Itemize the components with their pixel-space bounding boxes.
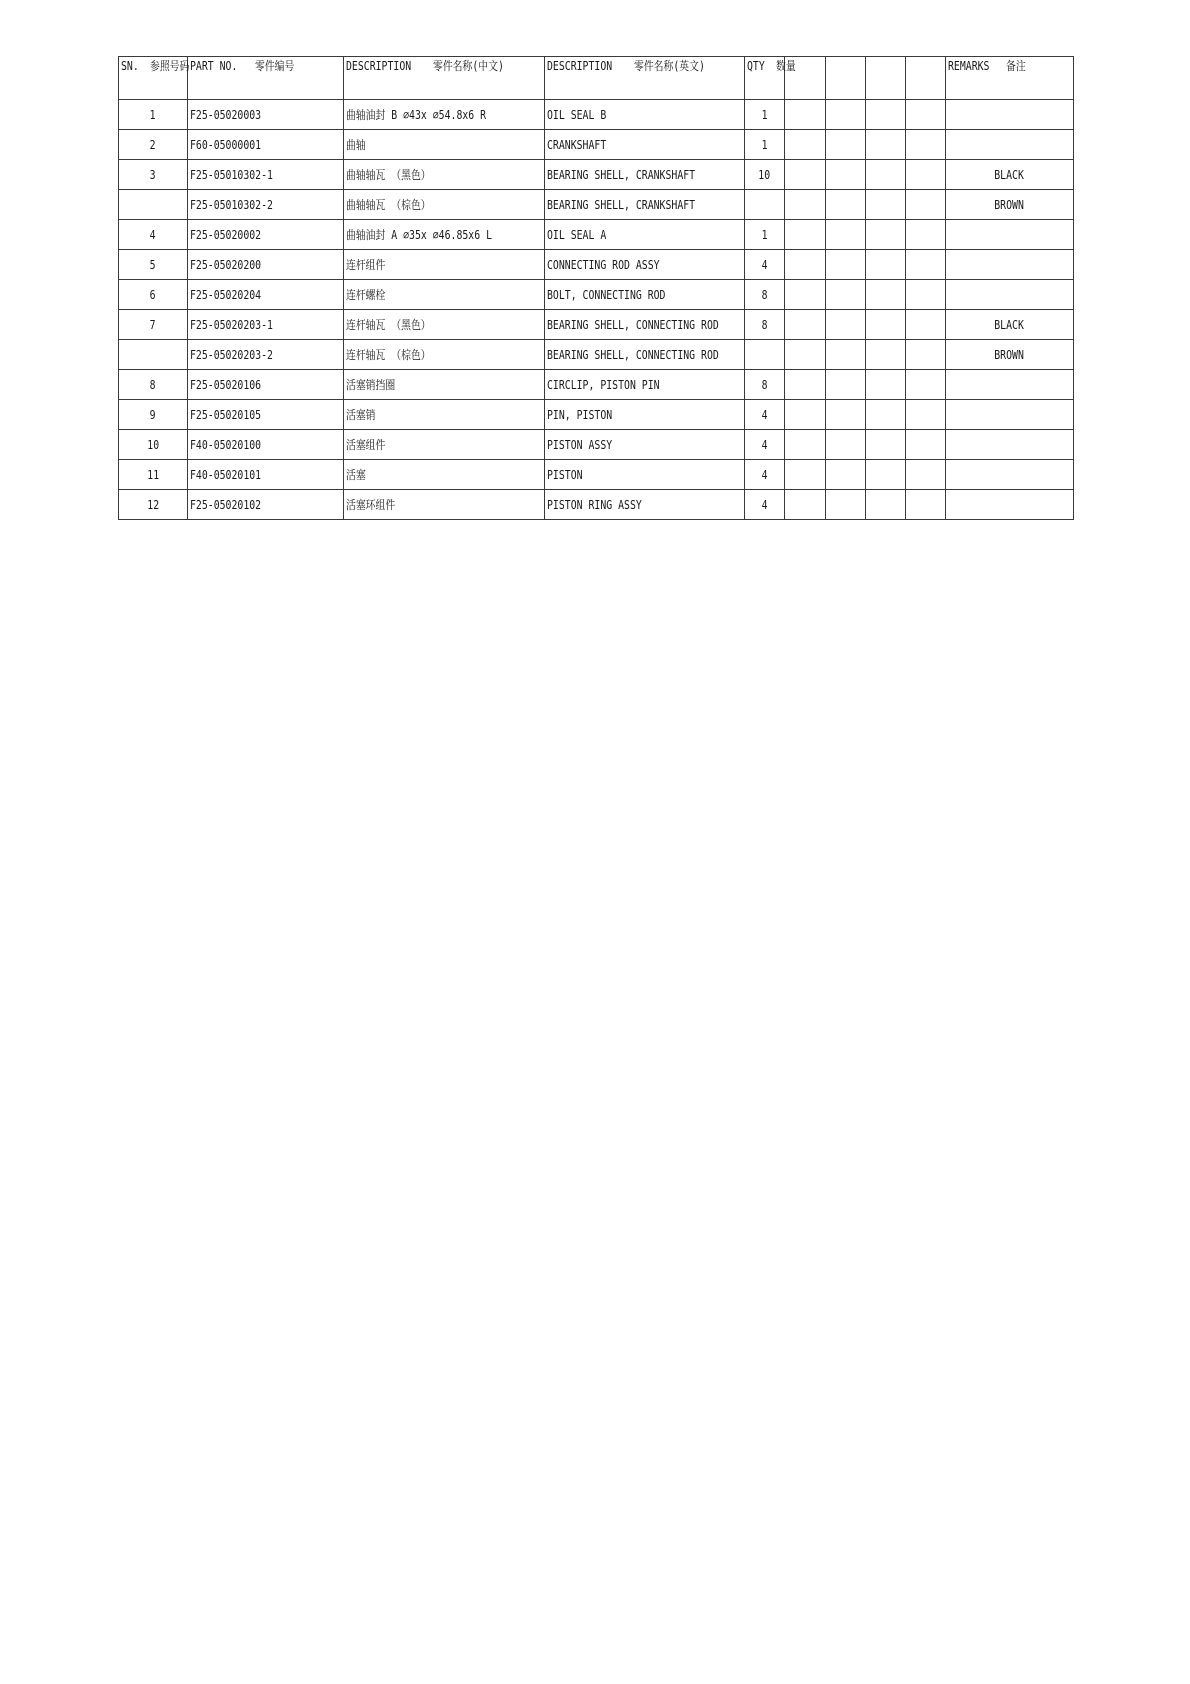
cell-qty <box>745 340 785 370</box>
table-row <box>119 250 1074 280</box>
cell-part-no: F25-05020102 <box>188 490 344 520</box>
cell-blank-2 <box>826 220 866 250</box>
cell-part-no: F25-05020200 <box>188 250 344 280</box>
cell-remarks <box>946 280 1074 310</box>
cell-qty: 1 <box>745 220 785 250</box>
cell-part-no: F40-05020100 <box>188 430 344 460</box>
cell-description-cn: 活塞组件 <box>344 430 545 460</box>
cell-description-en: PISTON RING ASSY <box>545 490 745 520</box>
cell-part-no: F25-05020106 <box>188 370 344 400</box>
header-description-en: DESCRIPTION 零件名称(英文) <box>545 57 745 100</box>
cell-description-en: BOLT, CONNECTING ROD <box>545 280 745 310</box>
cell-blank-3 <box>866 430 906 460</box>
cell-blank-4 <box>906 400 946 430</box>
cell-sn: 5 <box>119 250 188 280</box>
cell-part-no: F25-05010302-1 <box>188 160 344 190</box>
cell-remarks <box>946 220 1074 250</box>
cell-blank-2 <box>826 250 866 280</box>
header-description-cn: DESCRIPTION 零件名称(中文) <box>344 57 545 100</box>
cell-description-en: CRANKSHAFT <box>545 130 745 160</box>
cell-qty: 8 <box>745 310 785 340</box>
header-qty: QTY 数量 <box>745 57 785 100</box>
cell-blank-3 <box>866 160 906 190</box>
cell-sn: 1 <box>119 100 188 130</box>
cell-sn: 4 <box>119 220 188 250</box>
cell-remarks <box>946 100 1074 130</box>
table-row <box>119 220 1074 250</box>
cell-blank-2 <box>826 370 866 400</box>
cell-blank-2 <box>826 100 866 130</box>
cell-blank-2 <box>826 280 866 310</box>
cell-description-en: PIN, PISTON <box>545 400 745 430</box>
cell-description-en: CIRCLIP, PISTON PIN <box>545 370 745 400</box>
cell-blank-1 <box>785 160 826 190</box>
table-header-row <box>119 57 1074 100</box>
cell-remarks <box>946 490 1074 520</box>
cell-part-no: F25-05020003 <box>188 100 344 130</box>
cell-description-cn: 曲轴油封 A ∅35x ∅46.85x6 L <box>344 220 545 250</box>
cell-blank-4 <box>906 340 946 370</box>
cell-blank-3 <box>866 220 906 250</box>
header-blank-2 <box>826 57 866 100</box>
cell-sn: 8 <box>119 370 188 400</box>
cell-remarks: BLACK <box>946 160 1074 190</box>
table-row <box>119 310 1074 340</box>
table-row <box>119 100 1074 130</box>
cell-part-no: F25-05020105 <box>188 400 344 430</box>
cell-blank-3 <box>866 340 906 370</box>
cell-part-no: F25-05010302-2 <box>188 190 344 220</box>
table-row <box>119 160 1074 190</box>
cell-remarks: BROWN <box>946 190 1074 220</box>
cell-blank-1 <box>785 100 826 130</box>
cell-blank-3 <box>866 250 906 280</box>
cell-qty: 8 <box>745 370 785 400</box>
cell-sn <box>119 190 188 220</box>
cell-description-en: BEARING SHELL, CRANKSHAFT <box>545 160 745 190</box>
cell-description-cn: 活塞 <box>344 460 545 490</box>
cell-sn: 3 <box>119 160 188 190</box>
cell-blank-1 <box>785 130 826 160</box>
cell-blank-1 <box>785 340 826 370</box>
cell-blank-4 <box>906 430 946 460</box>
cell-description-en: BEARING SHELL, CRANKSHAFT <box>545 190 745 220</box>
cell-qty: 4 <box>745 400 785 430</box>
table-row <box>119 460 1074 490</box>
table-row <box>119 190 1074 220</box>
cell-sn: 12 <box>119 490 188 520</box>
cell-blank-1 <box>785 310 826 340</box>
cell-remarks <box>946 400 1074 430</box>
cell-part-no: F25-05020203-2 <box>188 340 344 370</box>
cell-blank-2 <box>826 130 866 160</box>
cell-part-no: F25-05020204 <box>188 280 344 310</box>
cell-blank-3 <box>866 370 906 400</box>
cell-qty: 4 <box>745 460 785 490</box>
cell-description-cn: 连杆螺栓 <box>344 280 545 310</box>
cell-blank-2 <box>826 340 866 370</box>
cell-description-cn: 连杆组件 <box>344 250 545 280</box>
cell-sn: 7 <box>119 310 188 340</box>
cell-part-no: F40-05020101 <box>188 460 344 490</box>
cell-remarks <box>946 250 1074 280</box>
cell-description-en: BEARING SHELL, CONNECTING ROD <box>545 310 745 340</box>
parts-table <box>118 56 1074 520</box>
cell-blank-3 <box>866 100 906 130</box>
cell-remarks <box>946 430 1074 460</box>
header-sn: SN. 参照号码 <box>119 57 188 100</box>
table-row <box>119 400 1074 430</box>
cell-qty: 8 <box>745 280 785 310</box>
parts-list-sheet <box>118 56 1073 520</box>
cell-part-no: F60-05000001 <box>188 130 344 160</box>
cell-qty: 1 <box>745 130 785 160</box>
cell-blank-4 <box>906 190 946 220</box>
cell-description-en: OIL SEAL A <box>545 220 745 250</box>
table-row <box>119 490 1074 520</box>
cell-blank-3 <box>866 310 906 340</box>
cell-blank-4 <box>906 280 946 310</box>
cell-remarks: BLACK <box>946 310 1074 340</box>
table-row <box>119 430 1074 460</box>
table-row <box>119 340 1074 370</box>
cell-blank-3 <box>866 280 906 310</box>
cell-remarks <box>946 460 1074 490</box>
cell-blank-2 <box>826 310 866 340</box>
cell-blank-1 <box>785 190 826 220</box>
cell-blank-1 <box>785 280 826 310</box>
cell-qty: 4 <box>745 250 785 280</box>
cell-sn <box>119 340 188 370</box>
cell-description-en: PISTON <box>545 460 745 490</box>
cell-description-cn: 活塞销挡圈 <box>344 370 545 400</box>
cell-blank-1 <box>785 370 826 400</box>
cell-qty: 10 <box>745 160 785 190</box>
cell-blank-3 <box>866 190 906 220</box>
cell-blank-1 <box>785 400 826 430</box>
cell-remarks <box>946 130 1074 160</box>
cell-blank-4 <box>906 370 946 400</box>
cell-blank-1 <box>785 250 826 280</box>
cell-blank-2 <box>826 490 866 520</box>
cell-description-cn: 曲轴油封 B ∅43x ∅54.8x6 R <box>344 100 545 130</box>
cell-description-en: CONNECTING ROD ASSY <box>545 250 745 280</box>
cell-blank-4 <box>906 100 946 130</box>
header-blank-3 <box>866 57 906 100</box>
cell-sn: 9 <box>119 400 188 430</box>
cell-qty: 4 <box>745 430 785 460</box>
cell-sn: 2 <box>119 130 188 160</box>
cell-remarks: BROWN <box>946 340 1074 370</box>
cell-description-cn: 连杆轴瓦 （棕色） <box>344 340 545 370</box>
cell-description-en: BEARING SHELL, CONNECTING ROD <box>545 340 745 370</box>
cell-blank-1 <box>785 460 826 490</box>
cell-description-cn: 曲轴 <box>344 130 545 160</box>
table-row <box>119 130 1074 160</box>
cell-description-cn: 曲轴轴瓦 （棕色） <box>344 190 545 220</box>
cell-qty: 1 <box>745 100 785 130</box>
cell-description-en: OIL SEAL B <box>545 100 745 130</box>
table-row <box>119 280 1074 310</box>
cell-blank-1 <box>785 430 826 460</box>
cell-blank-4 <box>906 160 946 190</box>
cell-blank-4 <box>906 250 946 280</box>
header-remarks: REMARKS 备注 <box>946 57 1074 100</box>
cell-description-cn: 活塞销 <box>344 400 545 430</box>
cell-description-en: PISTON ASSY <box>545 430 745 460</box>
cell-blank-3 <box>866 130 906 160</box>
cell-qty <box>745 190 785 220</box>
table-row <box>119 370 1074 400</box>
cell-blank-2 <box>826 460 866 490</box>
cell-description-cn: 曲轴轴瓦 （黑色） <box>344 160 545 190</box>
cell-description-cn: 活塞环组件 <box>344 490 545 520</box>
cell-blank-4 <box>906 490 946 520</box>
cell-part-no: F25-05020002 <box>188 220 344 250</box>
cell-blank-4 <box>906 310 946 340</box>
cell-sn: 10 <box>119 430 188 460</box>
cell-blank-2 <box>826 400 866 430</box>
cell-blank-2 <box>826 160 866 190</box>
cell-sn: 6 <box>119 280 188 310</box>
header-blank-4 <box>906 57 946 100</box>
cell-blank-4 <box>906 220 946 250</box>
cell-blank-2 <box>826 430 866 460</box>
header-part-no: PART NO. 零件编号 <box>188 57 344 100</box>
cell-blank-1 <box>785 220 826 250</box>
cell-blank-2 <box>826 190 866 220</box>
cell-part-no: F25-05020203-1 <box>188 310 344 340</box>
cell-blank-1 <box>785 490 826 520</box>
cell-blank-4 <box>906 130 946 160</box>
cell-remarks <box>946 370 1074 400</box>
cell-sn: 11 <box>119 460 188 490</box>
cell-blank-3 <box>866 460 906 490</box>
cell-blank-3 <box>866 400 906 430</box>
cell-blank-3 <box>866 490 906 520</box>
cell-qty: 4 <box>745 490 785 520</box>
cell-blank-4 <box>906 460 946 490</box>
cell-description-cn: 连杆轴瓦 （黑色） <box>344 310 545 340</box>
